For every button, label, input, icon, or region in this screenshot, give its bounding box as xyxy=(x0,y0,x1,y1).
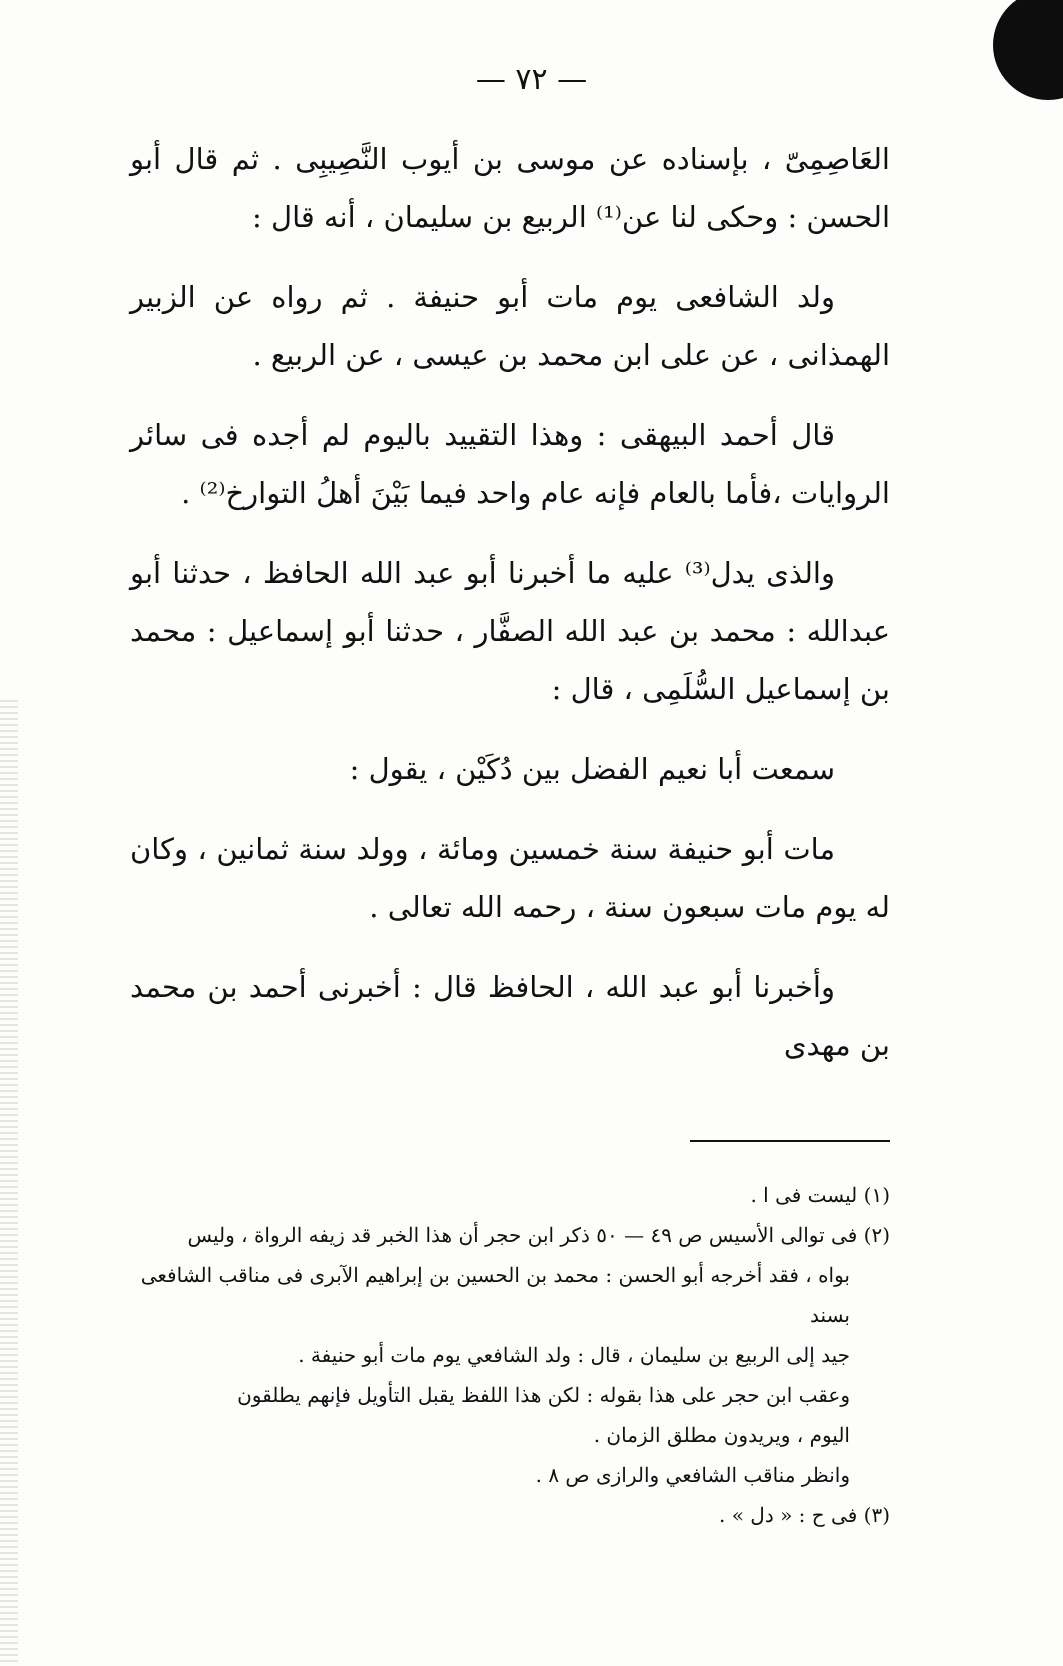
paragraph: سمعت أبا نعيم الفضل بين دُكَيْن ، يقول : xyxy=(349,752,835,786)
footnotes xyxy=(130,1175,890,1535)
main-text xyxy=(130,130,890,1096)
footnote-divider xyxy=(690,1140,890,1142)
paragraph: العَاصِمِىّ ، بإسناده عن موسى بن أيوب النَّصِيبِى . ثم قال أبو الحسن : وحكى لنا عن⁽¹⁾ الربيع بن سليمان ، أنه قال : xyxy=(130,142,890,234)
footnote-line: وانظر مناقب الشافعي والرازى ص ٨ . xyxy=(535,1463,850,1487)
paragraph: وأخبرنا أبو عبد الله ، الحافظ قال : أخبرنى أحمد بن محمد بن مهدى xyxy=(130,970,890,1062)
footnote-line: (١) ليست فى ا . xyxy=(750,1183,890,1207)
paragraph: قال أحمد البيهقى : وهذا التقييد باليوم لم أجده فى سائر الروايات ،فأما بالعام فإنه عام واحد فيما بَيْنَ أهلُ التوارخ⁽²⁾ . xyxy=(130,418,890,510)
footnote-line: جيد إلى الربيع بن سليمان ، قال : ولد الشافعي يوم مات أبو حنيفة . xyxy=(298,1343,850,1367)
footnote-line: اليوم ، ويريدون مطلق الزمان . xyxy=(593,1423,850,1447)
page-edge-shadow xyxy=(0,700,18,1666)
page-number: — ٧٢ — xyxy=(475,62,588,97)
footnote-line: وعقب ابن حجر على هذا بقوله : لكن هذا اللفظ يقبل التأويل فإنهم يطلقون xyxy=(237,1383,850,1407)
paragraph: ولد الشافعى يوم مات أبو حنيفة . ثم رواه عن الزبير الهمذانى ، عن على ابن محمد بن عيسى ، عن الربيع . xyxy=(130,280,890,372)
paragraph: والذى يدل⁽³⁾ عليه ما أخبرنا أبو عبد الله الحافظ ، حدثنا أبو عبدالله : محمد بن عبد الله الصفَّار ، حدثنا أبو إسماعيل : محمد بن إسماعيل السُّلَمِى ، قال : xyxy=(130,556,890,706)
footnote-line: (٣) فى ح : « دل » . xyxy=(718,1503,890,1527)
footnote-line: (٢) فى توالى الأسيس ص ٤٩ — ٥٠ ذكر ابن حجر أن هذا الخبر قد زيفه الرواة ، وليس xyxy=(187,1223,890,1247)
paragraph: مات أبو حنيفة سنة خمسين ومائة ، وولد سنة ثمانين ، وكان له يوم مات سبعون سنة ، رحمه الله تعالى . xyxy=(130,832,890,924)
footnote-line: بواه ، فقد أخرجه أبو الحسن : محمد بن الحسين بن إبراهيم الآبرى فى مناقب الشافعى بسند xyxy=(140,1263,850,1327)
